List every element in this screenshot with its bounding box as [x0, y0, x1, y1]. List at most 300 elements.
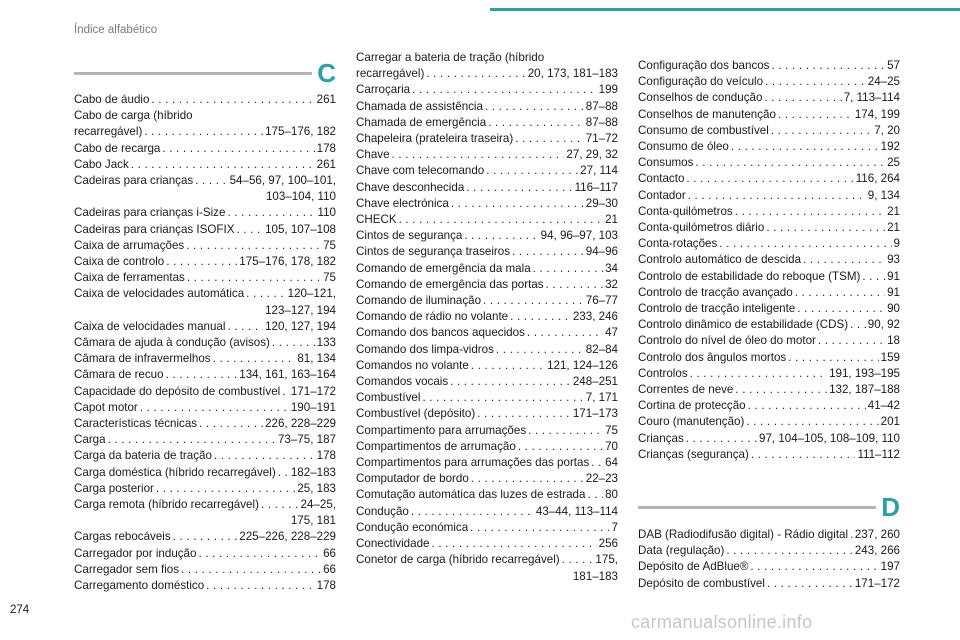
index-entry [638, 139, 900, 155]
dot-leader [278, 465, 289, 481]
entry-line [74, 286, 336, 302]
index-entry [638, 333, 900, 349]
dot-leader [156, 481, 295, 497]
index-entry [638, 90, 900, 106]
dot-leader [688, 188, 866, 204]
entry-pages: 90, 92 [867, 318, 900, 332]
entry-pages: 73–75, 187 [277, 433, 336, 447]
entry-pages: 54–56, 97, 100–101, [229, 174, 336, 188]
entry-line [356, 196, 618, 212]
entry-label: Couro (manutenção) [638, 415, 745, 429]
entry-pages: 81, 134 [297, 352, 336, 366]
entry-pages: 199 [598, 83, 618, 97]
entry-pages: 20, 173, 181–183 [527, 67, 618, 81]
entry-label: Carga da bateria de tração [74, 449, 212, 463]
index-entry [638, 188, 900, 204]
entry-label: Comando dos limpa-vidros [356, 342, 494, 356]
entry-pages-continued: 175, 181 [290, 514, 336, 528]
dot-leader [527, 325, 603, 341]
dot-leader [746, 414, 878, 430]
entry-pages: 192 [880, 140, 900, 154]
index-entry [356, 293, 618, 309]
entry-label: Carroçaria [356, 83, 411, 97]
index-entry [638, 559, 900, 575]
entry-label: Câmara de recuo [74, 368, 164, 382]
index-entry [74, 416, 336, 432]
dot-leader [431, 536, 596, 552]
entry-line [356, 471, 618, 487]
entry-line [74, 546, 336, 562]
dot-leader [686, 431, 757, 447]
index-entry [356, 228, 618, 244]
entry-pages: 34 [605, 261, 618, 275]
entry-label: Controlo de tracção avançado [638, 285, 793, 299]
entry-pages: 197 [880, 560, 900, 574]
dot-leader [850, 317, 866, 333]
entry-pages: 7, 20 [874, 123, 900, 137]
index-entry [74, 335, 336, 351]
entry-line [74, 448, 336, 464]
entry-pages: 27, 29, 32 [566, 148, 618, 162]
index-entry [638, 236, 900, 252]
index-entry [74, 238, 336, 254]
entry-pages: 97, 104–105, 108–109, 110 [759, 431, 900, 445]
entry-line [638, 301, 900, 317]
entry-line [638, 431, 900, 447]
dot-leader [166, 367, 238, 383]
index-entry [74, 481, 336, 497]
index-entry [356, 261, 618, 277]
entry-label: Depósito de AdBlue® [638, 560, 749, 574]
entry-label: Controlo de tracção inteligente [638, 302, 796, 316]
index-entries [356, 50, 618, 585]
dot-leader [272, 335, 315, 351]
entry-label: Chapeleira (prateleira traseira) [356, 132, 514, 146]
entry-line [74, 578, 336, 594]
entry-line [638, 447, 900, 463]
entry-pages: 116–117 [574, 180, 618, 194]
entry-label: Comutação automática das luzes de estrada [356, 488, 586, 502]
entry-line [638, 317, 900, 333]
entry-pages: 226, 228–229 [265, 417, 336, 431]
entry-label: Carregador por indução [74, 546, 197, 560]
entry-pages: 9, 134 [867, 188, 900, 202]
entry-line [638, 204, 900, 220]
dot-leader [261, 497, 299, 513]
entry-pages: 132, 187–188 [829, 383, 900, 397]
entry-label: Chamada de assistência [356, 99, 483, 113]
dot-leader [214, 448, 315, 464]
index-entry [356, 115, 618, 131]
dot-leader [719, 236, 891, 252]
entry-line [74, 319, 336, 335]
entry-pages: 171–172 [290, 384, 336, 398]
dot-leader [778, 107, 853, 123]
entry-pages: 75 [323, 271, 336, 285]
dot-leader [451, 196, 584, 212]
entry-line [356, 455, 618, 471]
entry-pages: 32 [605, 277, 618, 291]
index-entry [74, 546, 336, 562]
index-entry [356, 147, 618, 163]
entry-label: Carga [74, 433, 106, 447]
entry-pages: 175, [595, 553, 618, 567]
entry-label: Comando de emergência da mala [356, 261, 531, 275]
index-entry [356, 50, 618, 82]
entry-pages: 22–23 [585, 472, 618, 486]
entry-label: Cortina de protecção [638, 399, 746, 413]
entry-label: Computador de bordo [356, 472, 469, 486]
dot-leader [426, 66, 525, 82]
entry-pages: 57 [887, 59, 900, 72]
dot-leader [412, 82, 597, 98]
index-entry [638, 74, 900, 90]
index-entry [638, 171, 900, 187]
entry-label: DAB (Radiodifusão digital) - Rádio digital [638, 528, 849, 541]
entry-line [356, 325, 618, 341]
entry-label: Conetor de carga (híbrido recarregável) [356, 553, 560, 567]
entry-line [74, 367, 336, 383]
entry-label: Consumo de combustível [638, 123, 769, 137]
entry-line [638, 155, 900, 171]
section-rule [638, 506, 876, 509]
entry-pages: 191, 193–195 [829, 366, 900, 380]
section-letter: C [317, 58, 336, 88]
index-entry [638, 123, 900, 139]
index-entries [638, 527, 900, 592]
index-entry [74, 222, 336, 238]
entry-line [74, 416, 336, 432]
index-entry [356, 358, 618, 374]
entry-label: Carga doméstica (híbrido recarregável) [74, 465, 276, 479]
entry-pages: 121, 124–126 [547, 358, 618, 372]
dot-leader [422, 390, 583, 406]
index-entry [638, 252, 900, 268]
entry-line [356, 358, 618, 374]
index-entry [356, 342, 618, 358]
index-entry [74, 400, 336, 416]
index-entry [74, 384, 336, 400]
dot-leader [788, 350, 878, 366]
dot-leader [797, 301, 885, 317]
entry-line [638, 139, 900, 155]
dot-leader [533, 261, 603, 277]
entry-line [356, 390, 618, 406]
dot-leader [450, 374, 571, 390]
dot-leader [173, 529, 238, 545]
dot-leader [518, 439, 603, 455]
entry-line [356, 99, 618, 115]
index-entry [74, 173, 336, 205]
entry-pages: 91 [887, 269, 900, 283]
entry-line [356, 82, 618, 98]
dot-leader [862, 269, 885, 285]
index-entry [74, 562, 336, 578]
entry-line [356, 244, 618, 260]
index-entry [356, 439, 618, 455]
dot-leader [151, 92, 314, 108]
dot-leader [477, 406, 571, 422]
dot-leader [483, 293, 584, 309]
entry-label: Compartimentos para arrumações das portas [356, 456, 590, 470]
entry-label: Carga posterior [74, 481, 154, 495]
entry-pages: 174, 199 [854, 107, 900, 121]
index-entry [356, 131, 618, 147]
entry-label: Comando dos bancos aquecidos [356, 326, 525, 340]
dot-leader [591, 455, 603, 471]
entry-label: Compartimento para arrumações [356, 423, 527, 437]
entry-line [74, 124, 336, 140]
index-entries [638, 58, 900, 463]
entry-line [638, 90, 900, 106]
entry-line [74, 497, 336, 513]
index-entry [356, 325, 618, 341]
entry-line [356, 536, 618, 552]
entry-pages: 190–191 [290, 400, 336, 414]
entry-pages: 91 [887, 285, 900, 299]
entry-line [638, 350, 900, 366]
entry-label: Conselhos de manutenção [638, 107, 776, 121]
dot-leader [131, 157, 315, 173]
entry-line [74, 254, 336, 270]
dot-leader [515, 131, 584, 147]
entry-line [74, 465, 336, 481]
dot-leader [748, 398, 866, 414]
entry-line [356, 228, 618, 244]
entry-label: Cadeiras para crianças i-Size [74, 206, 226, 220]
index-entry [74, 578, 336, 594]
entry-label: Câmara de ajuda à condução (avisos) [74, 336, 270, 350]
entry-label: Carregar a bateria de tração (híbrido [356, 51, 545, 64]
index-entry [638, 155, 900, 171]
entry-line [74, 351, 336, 367]
entry-label: Cadeiras para crianças [74, 174, 194, 188]
entry-label: Características técnicas [74, 417, 198, 431]
entry-pages: 105, 107–108 [265, 222, 336, 236]
entry-label: Cabo de carga (híbrido [74, 109, 193, 123]
header-title: Índice alfabético [74, 24, 158, 36]
entry-label: Comando de iluminação [356, 294, 482, 308]
dot-leader [488, 115, 584, 131]
entry-line [638, 559, 900, 575]
entry-line [638, 58, 900, 74]
index-entry [356, 423, 618, 439]
entry-label: Combustível (depósito) [356, 407, 476, 421]
entry-line [356, 552, 618, 568]
entry-line [356, 520, 618, 536]
entry-label: Cabo de áudio [74, 93, 150, 106]
entry-line [638, 398, 900, 414]
index-entry [356, 552, 618, 584]
index-entry [356, 487, 618, 503]
index-entry [74, 319, 336, 335]
entry-label: Conta-rotações [638, 237, 718, 251]
entry-pages: 233, 246 [572, 310, 618, 324]
header-accent-bar [490, 8, 960, 11]
index-entry [638, 285, 900, 301]
dot-leader [818, 333, 885, 349]
entry-pages: 237, 260 [854, 528, 900, 541]
entry-pages: 71–72 [585, 132, 618, 146]
entry-pages: 9 [893, 237, 900, 251]
dot-leader [282, 384, 289, 400]
index-entry [638, 527, 900, 543]
entry-label: Depósito de combustível [638, 576, 765, 590]
index-entry [74, 108, 336, 140]
index-entry [356, 82, 618, 98]
entry-label: Configuração do veículo [638, 75, 764, 89]
entry-line [74, 481, 336, 497]
dot-leader [227, 319, 263, 335]
entry-pages: 21 [887, 204, 900, 218]
index-entry [638, 398, 900, 414]
entry-pages: 25, 183 [297, 481, 336, 495]
entry-pages: 87–88 [585, 115, 618, 129]
index-entry [356, 406, 618, 422]
index-entry [638, 220, 900, 236]
entry-label: Crianças (segurança) [638, 447, 749, 461]
entry-pages: 27, 114 [580, 164, 618, 178]
entry-pages-continued: 123–127, 194 [265, 303, 336, 317]
dot-leader [695, 155, 885, 171]
entry-label: Chave desconhecida [356, 180, 465, 194]
entry-label: Caixa de velocidades automática [74, 287, 245, 301]
entry-pages: 43–44, 113–114 [535, 504, 618, 518]
dot-leader [195, 173, 227, 189]
index-entry [638, 431, 900, 447]
index-entry [356, 99, 618, 115]
entry-line [74, 335, 336, 351]
entry-pages: 21 [887, 221, 900, 235]
entry-pages: 66 [323, 562, 336, 576]
entry-line [74, 432, 336, 448]
entry-line [356, 293, 618, 309]
dot-leader [227, 205, 315, 221]
dot-leader [726, 543, 853, 559]
index-entry [74, 465, 336, 481]
dot-leader [546, 277, 604, 293]
entry-pages: 178 [316, 449, 336, 463]
entry-pages: 175–176, 178, 182 [239, 255, 336, 269]
entry-line [356, 115, 618, 131]
entry-line [356, 423, 618, 439]
entry-pages: 248–251 [572, 375, 618, 389]
index-entry [356, 504, 618, 520]
dot-leader [464, 228, 538, 244]
dot-leader [512, 244, 584, 260]
entry-line [356, 163, 618, 179]
index-entry [638, 576, 900, 592]
dot-leader [162, 141, 314, 157]
entry-label: Comando de rádio no volante [356, 310, 509, 324]
index-entry [638, 58, 900, 74]
section-heading-d [638, 492, 900, 522]
entry-pages: 120, 127, 194 [265, 319, 336, 333]
entry-pages: 93 [887, 253, 900, 267]
entry-label: Chave com telecomando [356, 164, 485, 178]
entry-label: Caixa de ferramentas [74, 271, 185, 285]
index-entry [356, 471, 618, 487]
index-entry [74, 254, 336, 270]
entry-label: Carga remota (híbrido recarregável) [74, 498, 259, 512]
section-letter: D [881, 492, 900, 522]
entry-pages: 7, 171 [585, 391, 618, 405]
index-entry [74, 270, 336, 286]
dot-leader [198, 546, 321, 562]
entry-pages: 243, 266 [854, 544, 900, 558]
entry-pages: 76–77 [585, 294, 618, 308]
entry-pages: 133 [316, 336, 336, 350]
dot-leader [236, 222, 263, 238]
entry-label: Correntes de neve [638, 383, 734, 397]
entry-pages: 80 [605, 488, 618, 502]
index-entry [638, 366, 900, 382]
entry-line [638, 269, 900, 285]
entry-line [638, 123, 900, 139]
entry-line [638, 543, 900, 559]
entry-line [638, 171, 900, 187]
entry-pages: 24–25 [867, 75, 900, 89]
entry-pages: 261 [316, 157, 336, 171]
entry-pages: 66 [323, 546, 336, 560]
entry-label: Chave electrónica [356, 196, 449, 210]
dot-leader [485, 99, 584, 115]
entry-line [74, 270, 336, 286]
index-entry [74, 286, 336, 318]
dot-leader [690, 366, 827, 382]
dot-leader [392, 147, 565, 163]
section-rule [74, 72, 312, 75]
entry-label: Controlos [638, 366, 688, 380]
entry-line [74, 173, 336, 189]
dot-leader [108, 432, 276, 448]
entry-label: Compartimentos de arrumação [356, 439, 516, 453]
entry-line [638, 252, 900, 268]
entry-label: recarregável) [356, 67, 425, 81]
entry-label: Cintos de segurança traseiros [356, 245, 511, 259]
entry-line [356, 180, 618, 196]
index-entry [74, 157, 336, 173]
entry-label: Comandos no volante [356, 358, 469, 372]
page-number: 274 [10, 604, 30, 616]
entry-line [356, 406, 618, 422]
entry-line [74, 157, 336, 173]
entry-label: Controlo dos ângulos mortos [638, 350, 787, 364]
entry-label: Controlo do nível de óleo do motor [638, 334, 816, 348]
dot-leader [735, 382, 827, 398]
entry-label: CHECK [356, 213, 397, 227]
entry-pages: 75 [605, 423, 618, 437]
entry-line [638, 366, 900, 382]
index-entry [638, 204, 900, 220]
entry-line [638, 382, 900, 398]
dot-leader [466, 180, 572, 196]
entry-line [356, 66, 618, 82]
dot-leader [686, 171, 853, 187]
entry-pages: 159 [880, 350, 900, 364]
entry-pages: 261 [316, 93, 336, 106]
entry-label: Conta-quilómetros diário [638, 221, 765, 235]
entry-label: Comando de emergência das portas [356, 277, 544, 291]
entry-label: Carregamento doméstico [74, 579, 205, 593]
entry-label: Conta-quilómetros [638, 204, 733, 218]
dot-leader [587, 487, 603, 503]
entry-label: Chamada de emergência [356, 115, 487, 129]
entry-pages: 111–112 [857, 447, 900, 461]
entry-pages: 94, 96–97, 103 [540, 229, 618, 243]
entry-line [74, 400, 336, 416]
entry-line [356, 487, 618, 503]
